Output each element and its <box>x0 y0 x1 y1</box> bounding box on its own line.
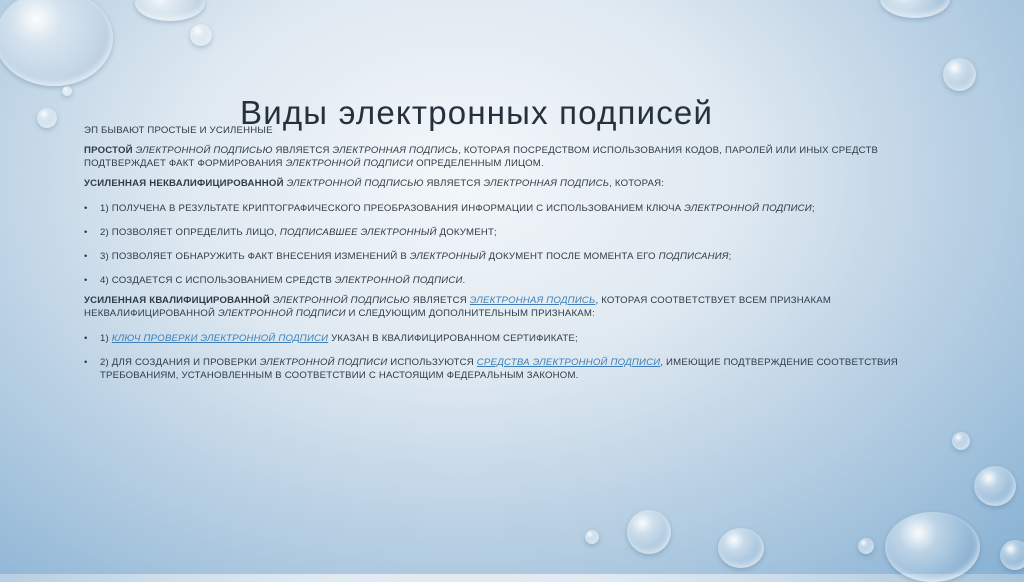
intro-text: ЭП БЫВАЮТ ПРОСТЫЕ И УСИЛЕННЫЕ <box>84 125 273 136</box>
water-drop <box>885 512 980 582</box>
water-drop <box>190 24 212 46</box>
slide-content <box>84 124 954 393</box>
water-drop <box>974 466 1016 506</box>
simple-signature-paragraph: ПРОСТОЙ ЭЛЕКТРОННОЙ ПОДПИСЬЮ ЯВЛЯЕТСЯ ЭЛЕКТРОННАЯ ПОДПИСЬ, КОТОРАЯ ПОСРЕДСТВОМ ИСПОЛЬЗОВАНИЯ КОДОВ, ПАРОЛЕЙ ИЛИ ИНЫХ СРЕДСТВ ПОДТВЕРЖДАЕТ ФАКТ ФОРМИРОВАНИЯ ЭЛЕКТРОННОЙ ПОДПИСИ ОПРЕДЕЛЕННЫМ ЛИЦОМ. <box>84 145 879 169</box>
signature-tools-link[interactable]: СРЕДСТВА ЭЛЕКТРОННОЙ ПОДПИСИ <box>476 357 661 368</box>
unqualified-signature-paragraph: УСИЛЕННАЯ НЕКВАЛИФИЦИРОВАННОЙ ЭЛЕКТРОННОЙ ПОДПИСЬЮ ЯВЛЯЕТСЯ ЭЛЕКТРОННАЯ ПОДПИСЬ, КОТОРАЯ: <box>84 178 665 189</box>
list-item: • 1) ПОЛУЧЕНА В РЕЗУЛЬТАТЕ КРИПТОГРАФИЧЕСКОГО ПРЕОБРАЗОВАНИЯ ИНФОРМАЦИИ С ИСПОЛЬЗОВАНИЕМ КЛЮЧА ЭЛЕКТРОННОЙ ПОДПИСИ; <box>84 202 954 215</box>
qualified-criteria-list <box>84 332 954 382</box>
slide-title: Виды электронных подписей <box>240 94 714 132</box>
list-item: • 3) ПОЗВОЛЯЕТ ОБНАРУЖИТЬ ФАКТ ВНЕСЕНИЯ ИЗМЕНЕНИЙ В ЭЛЕКТРОННЫЙ ДОКУМЕНТ ПОСЛЕ МОМЕНТА ЕГО ПОДПИСАНИЯ; <box>84 250 954 263</box>
verification-key-link[interactable]: КЛЮЧ ПРОВЕРКИ ЭЛЕКТРОННОЙ ПОДПИСИ <box>111 333 329 344</box>
water-drop <box>627 510 671 554</box>
water-drop <box>858 538 874 554</box>
water-drop <box>62 86 72 96</box>
water-drop <box>37 108 57 128</box>
unqualified-criteria-list <box>84 202 954 287</box>
water-drop <box>880 0 950 18</box>
water-drop <box>1000 540 1024 570</box>
water-drop <box>135 0 205 21</box>
list-item: • 2) ПОЗВОЛЯЕТ ОПРЕДЕЛИТЬ ЛИЦО, ПОДПИСАВШЕЕ ЭЛЕКТРОННЫЙ ДОКУМЕНТ; <box>84 226 954 239</box>
water-drop <box>718 528 764 568</box>
water-drop <box>585 530 599 544</box>
list-item: • 1) КЛЮЧ ПРОВЕРКИ ЭЛЕКТРОННОЙ ПОДПИСИ УКАЗАН В КВАЛИФИЦИРОВАННОМ СЕРТИФИКАТЕ; <box>84 332 954 345</box>
qualified-signature-paragraph: УСИЛЕННАЯ КВАЛИФИЦИРОВАННОЙ ЭЛЕКТРОННОЙ ПОДПИСЬЮ ЯВЛЯЕТСЯ ЭЛЕКТРОННАЯ ПОДПИСЬ, КОТОРАЯ СООТВЕТСТВУЕТ ВСЕМ ПРИЗНАКАМ НЕКВАЛИФИЦИРОВАННОЙ ЭЛЕКТРОННОЙ ПОДПИСИ И СЛЕДУЮЩИМ ДОПОЛНИТЕЛЬНЫМ ПРИЗНАКАМ: <box>84 295 832 319</box>
water-drop <box>943 58 976 91</box>
water-drop <box>0 0 113 86</box>
signature-link[interactable]: ЭЛЕКТРОННАЯ ПОДПИСЬ <box>469 295 596 306</box>
water-drop <box>952 432 970 450</box>
list-item: • 4) СОЗДАЕТСЯ С ИСПОЛЬЗОВАНИЕМ СРЕДСТВ ЭЛЕКТРОННОЙ ПОДПИСИ. <box>84 274 954 287</box>
list-item: • 2) ДЛЯ СОЗДАНИЯ И ПРОВЕРКИ ЭЛЕКТРОННОЙ ПОДПИСИ ИСПОЛЬЗУЮТСЯ СРЕДСТВА ЭЛЕКТРОННОЙ ПОДПИСИ, ИМЕЮЩИЕ ПОДТВЕРЖДЕНИЕ СООТВЕТСТВИЯ ТРЕБОВАНИЯМ, УСТАНОВЛЕННЫМ В СООТВЕТСТВИИ С НАСТОЯЩИМ ФЕДЕРАЛЬНЫМ ЗАКОНОМ. <box>84 356 954 382</box>
